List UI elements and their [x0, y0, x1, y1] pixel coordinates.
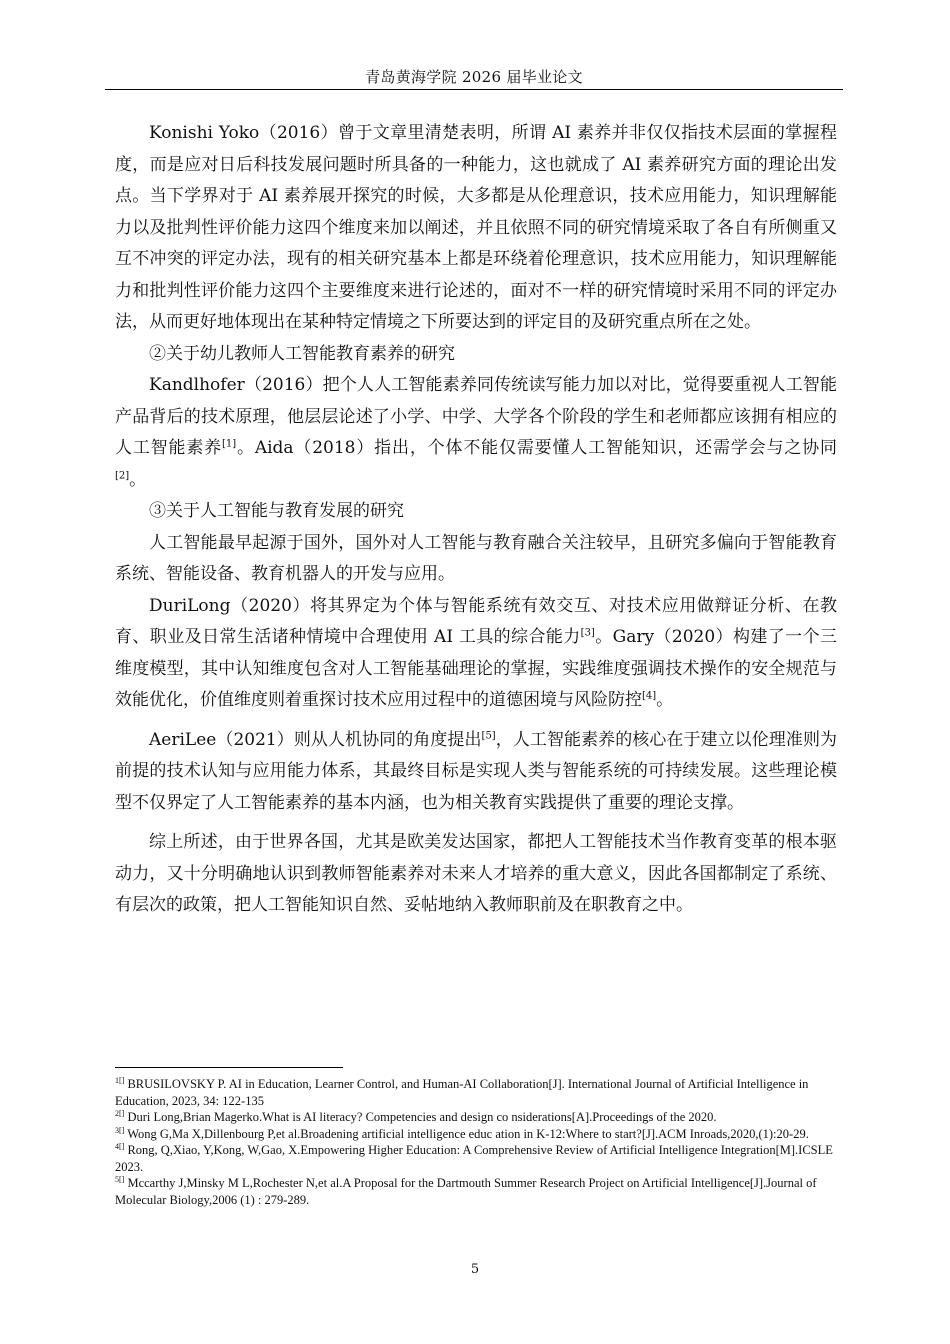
- footnote-text: Duri Long,Brian Magerko.What is AI literacy? Competencies and design co nsiderations[A].Proceedings of the 2020.: [127, 1110, 717, 1124]
- page-header: 青岛黄海学院 2026 届毕业论文: [365, 68, 583, 86]
- section-heading-3: ③关于人工智能与教育发展的研究: [149, 501, 404, 521]
- paragraph-text: AeriLee（2021）则从人机协同的角度提出: [149, 729, 482, 750]
- paragraph-text: 。: [656, 690, 674, 710]
- paragraph-text: ，人工智能素养的核心在于建立以伦理准则为前提的技术认知与应用能力体系，其最终目标是实现人类与智能系统的可持续发展。这些理论模型不仅界定了人工智能素养的基本内涵，也为相关教育实践提供了重要的理论支撑。: [115, 729, 838, 813]
- footnote-divider: [115, 1067, 343, 1068]
- footnote-text: Wong G,Ma X,Dillenbourg P,et al.Broadening artificial intelligence educ ation in K-12:Where to start?[J].ACM Inroads,2020,(1):20-29.: [127, 1126, 809, 1141]
- paragraph-text: 。: [129, 469, 147, 490]
- footnote-item: [115, 1076, 837, 1109]
- section-heading-2: ②关于幼儿教师人工智能教育素养的研究: [149, 343, 455, 364]
- page-number: 5: [470, 1262, 480, 1277]
- citation-ref[interactable]: [4]: [642, 690, 657, 702]
- footnote-item: [115, 1175, 837, 1208]
- footnotes: [115, 1076, 837, 1208]
- footnote-text: Rong, Q,Xiao, Y,Kong, W,Gao, X.Empowering Higher Education: A Comprehensive Review of Artificial Intelligence Integration[M].ICSLE 2023.: [115, 1143, 833, 1174]
- paragraph-text: DuriLong（2020）将其界定为个体与智能系统有效交互、对技术应用做辩证分析、在教育、职业及日常生活诸种情境中合理使用 AI 工具的综合能力: [115, 595, 837, 647]
- footnote-text: Mccarthy J,Minsky M L,Rochester N,et al.A Proposal for the Dartmouth Summer Research Project on Artificial Intelligence[J].Journal of Molecular Biology,2006 (1) : 279-289.: [115, 1176, 817, 1207]
- footnote-item: [115, 1142, 837, 1175]
- citation-ref[interactable]: [1]: [222, 438, 237, 450]
- paragraph-konishi: Konishi Yoko（2016）曾于文章里清楚表明，所谓 AI 素养并非仅仅指技术层面的掌握程度，而是应对日后科技发展问题时所具备的一种能力，这也就成了 AI 素养研究方面的理论出发点。当下学界对于 AI 素养展开探究的时候，大多都是从伦理意识，技术应用能力，知识理解能力以及批判性评价能力这四个维度来加以阐述，并且依照不同的研究情境采取了各自有所侧重又互不冲突的评定办法，现有的相关研究基本上都是环绕着伦理意识，技术应用能力，知识理解能力和批判性评价能力这四个主要维度来进行论述的，面对不一样的研究情境时采用不同的评定办法，从而更好地体现出在某种特定情境之下所要达到的评定目的及研究重点所在之处。: [115, 123, 837, 332]
- paragraph-text: 。Aida（2018）指出，个体不能仅需要懂人工智能知识，还需学会与之协同: [236, 438, 837, 458]
- citation-ref[interactable]: [3]: [580, 627, 595, 639]
- citation-ref[interactable]: [5]: [481, 729, 496, 741]
- citation-ref[interactable]: [2]: [115, 469, 130, 481]
- footnote-item: [115, 1109, 837, 1126]
- header-divider: [105, 89, 843, 90]
- paragraph-kandlhofer: [115, 370, 837, 496]
- footnote-item: [115, 1126, 837, 1143]
- footnote-text: BRUSILOVSKY P. AI in Education, Learner Control, and Human-AI Collaboration[J]. International Journal of Artificial Intelligence in Education, 2023, 34: 122-135: [115, 1077, 809, 1108]
- body-text: [115, 118, 837, 922]
- paragraph-aerilee: [115, 725, 837, 820]
- paragraph-summary: 综上所述，由于世界各国，尤其是欧美发达国家，都把人工智能技术当作教育变革的根本驱动力，又十分明确地认识到教师智能素养对未来人才培养的重大意义，因此各国都制定了系统、有层次的政策，把人工智能知识自然、妥帖地纳入教师职前及在职教育之中。: [115, 832, 837, 915]
- footnote-mark: 1[]: [115, 1075, 125, 1085]
- paragraph-origin: 人工智能最早起源于国外，国外对人工智能与教育融合关注较早，且研究多偏向于智能教育系统、智能设备、教育机器人的开发与应用。: [115, 532, 837, 584]
- footnote-mark: 5[]: [115, 1174, 125, 1184]
- paragraph-durilong: [115, 591, 837, 717]
- footnote-mark: 2[]: [115, 1108, 125, 1118]
- footnote-mark: 4[]: [115, 1141, 125, 1151]
- paragraph-text: Kandlhofer（2016）把个人人工智能素养同传统读写能力加以对比，觉得要重视人工智能产品背后的技术原理，他层层论述了小学、中学、大学各个阶段的学生和老师都应该拥有相应的人工智能素养: [115, 375, 837, 458]
- paragraph-text: 。Gary（2020）构建了一个三维度模型，其中认知维度包含对人工智能基础理论的掌握，实践维度强调技术操作的安全规范与效能优化，价值维度则着重探讨技术应用过程中的道德困境与风险防控: [115, 627, 837, 710]
- paragraph-spacer: [115, 717, 837, 725]
- paragraph-spacer: [115, 819, 837, 827]
- footnote-mark: 3[]: [115, 1125, 125, 1135]
